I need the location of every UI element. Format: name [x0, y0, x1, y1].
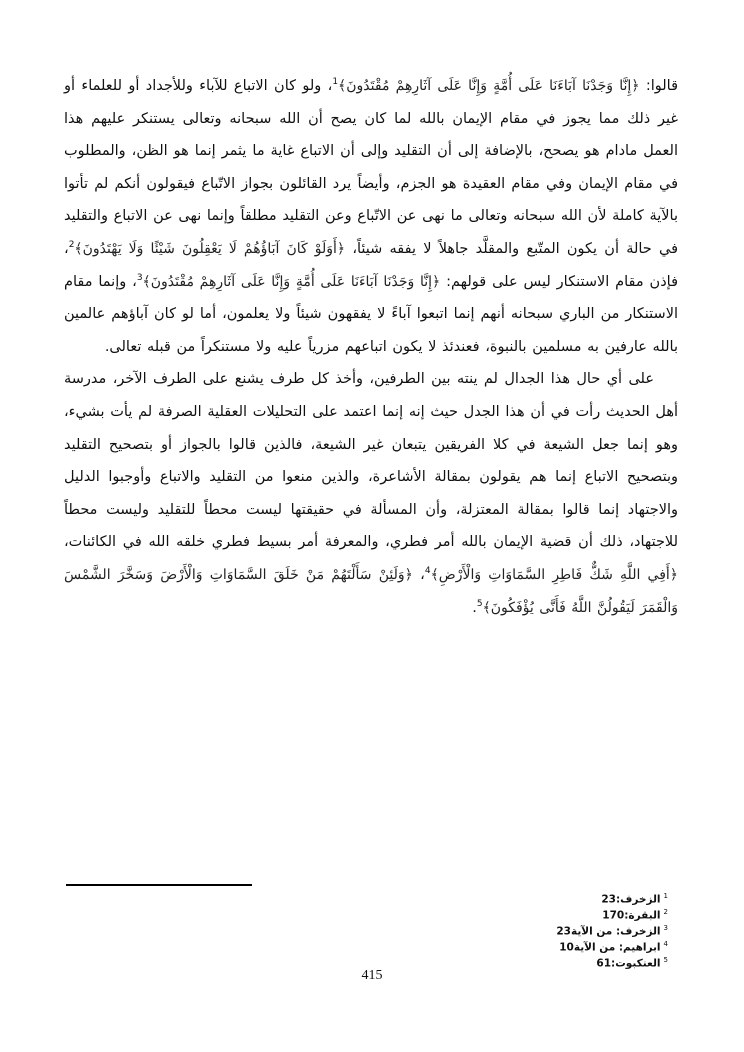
footnote-3	[368, 922, 668, 938]
footnote-separator	[66, 884, 252, 886]
footnote-number: 2	[663, 908, 668, 916]
footnote-text: العنكبوت:61	[596, 957, 661, 970]
text-run: على أي حال هذا الجدال لم ينته بين الطرفين، وأخذ كل طرف يشنع على الطرف الآخر، مدرسة أهل الحديث رأت في أن هذا الجدل حيث إنه إنما اعتمد على التحليلات العقلية الصرفة لم يأت بشيء، وهو إنما جعل الشيعة في كلا الفريقين يتبعان غير الشيعة، فالذين قالوا بالجواز أو بتصحيح التقليد وبتصحيح الاتباع إنما هم يقولون بمقالة الأشاعرة، والذين منعوا من التقليد والاتباع وأوجبوا الدليل والاجتهاد إنما قالوا بمقالة المعتزلة، وأن المسألة في حقيقتها ليست محطاً للتقليد وليست محطاً للاجتهاد، ذلك أن قضية الإيمان بالله أمر فطري، والمعرفة أمر بسيط فطري خلقه الله في الكائنات،	[64, 371, 678, 551]
text-run: قالوا:	[639, 78, 679, 94]
text-run: ، وإنما مقام الاستنكار من الباري سبحانه أنهم إنما اتبعوا آباءً لا يفقهون شيئاً ولا يعلمون، أما لو كان آباؤهم عالمين بالله عارفين به مسلمين بالنبوة، فعندئذ لا يكون اتباعهم مزرياً عليه ولا مستنكراً من قبله تعالى.	[64, 273, 678, 355]
text-run: .	[472, 599, 477, 616]
footnote-1	[368, 890, 668, 906]
footnote-number: 1	[663, 892, 668, 900]
footnote-2	[368, 906, 668, 922]
footnote-number: 5	[663, 956, 668, 964]
footnote-4	[368, 938, 668, 954]
quran-verse: ﴿أَوَلَوْ كَانَ آبَاؤُهُمْ لَا يَعْقِلُونَ شَيْئًا وَلَا يَهْتَدُونَ﴾	[74, 240, 346, 257]
page-number: 415	[361, 968, 383, 983]
text-run: ، ولو كان الاتباع للآباء وللأجداد أو للعلماء أو غير ذلك مما يجوز في مقام الإيمان بالله لما كان يصح أن الله سبحانه وتعالى يستنكر عليهم هذا العمل مادام هو يصحح، بالإضافة إلى أن التقليد وإلى أن الاتباع غاية ما يثمر إنما هو الظن، والمطلوب في مقام الإيمان وفي مقام العقيدة هو الجزم، وأيضاً يرد القائلون بجواز الاتّباع فيقولون أنكم لم تأتوا بالآية كاملة لأن الله سبحانه وتعالى ما نهى عن الاتّباع وعن التقليد مطلقاً وإنما نهى عن الاتباع والتقليد في حالة أن يكون المتّبع والمقلَّد جاهلاً لا يفقه شيئاً،	[64, 78, 679, 257]
footnote-ref-5: 5	[476, 598, 483, 609]
body-text	[64, 70, 678, 624]
quran-verse: ﴿إِنَّا وَجَدْنَا آبَاءَنَا عَلَى أُمَّةٍ وَإِنَّا عَلَى آثَارِهِمْ مُقْتَدُونَ﴾	[338, 78, 640, 94]
paragraph-2	[64, 363, 678, 624]
footnote-ref-1: 1	[332, 77, 339, 88]
footnote-text: ابراهيم: من الآية10	[559, 941, 661, 954]
footnote-number: 3	[663, 924, 668, 932]
text-run: ،	[412, 566, 425, 583]
footnote-ref-4: 4	[424, 566, 431, 577]
footnote-ref-3: 3	[136, 272, 143, 283]
footnote-text: البقرة:170	[602, 909, 661, 922]
footnote-text: الزخرف:23	[601, 893, 661, 906]
footnote-text: الزخرف: من الآية23	[556, 925, 661, 938]
quran-verse: ﴿وَلَئِنْ سَأَلْتَهُمْ مَنْ خَلَقَ السَّمَاوَاتِ وَالْأَرْضَ وَسَخَّرَ الشَّمْسَ وَالْقَمَرَ لَيَقُولُنَّ اللَّهُ فَأَنَّى يُؤْفَكُونَ﴾	[64, 566, 678, 616]
footnote-ref-2: 2	[68, 240, 75, 251]
footnotes	[368, 890, 668, 970]
footnote-5	[368, 954, 668, 970]
quran-verse: ﴿إِنَّا وَجَدْنَا آبَاءَنَا عَلَى أُمَّةٍ وَإِنَّا عَلَى آثَارِهِمْ مُقْتَدُونَ﴾	[142, 273, 441, 290]
paragraph-1	[64, 70, 678, 363]
footnote-number: 4	[663, 940, 668, 948]
quran-verse: ﴿أَفِي اللَّهِ شَكٌّ فَاطِرِ السَّمَاوَاتِ وَالْأَرْضِ﴾	[430, 566, 678, 583]
text-run: ، فإذن مقام الاستنكار ليس على قولهم:	[64, 240, 678, 290]
